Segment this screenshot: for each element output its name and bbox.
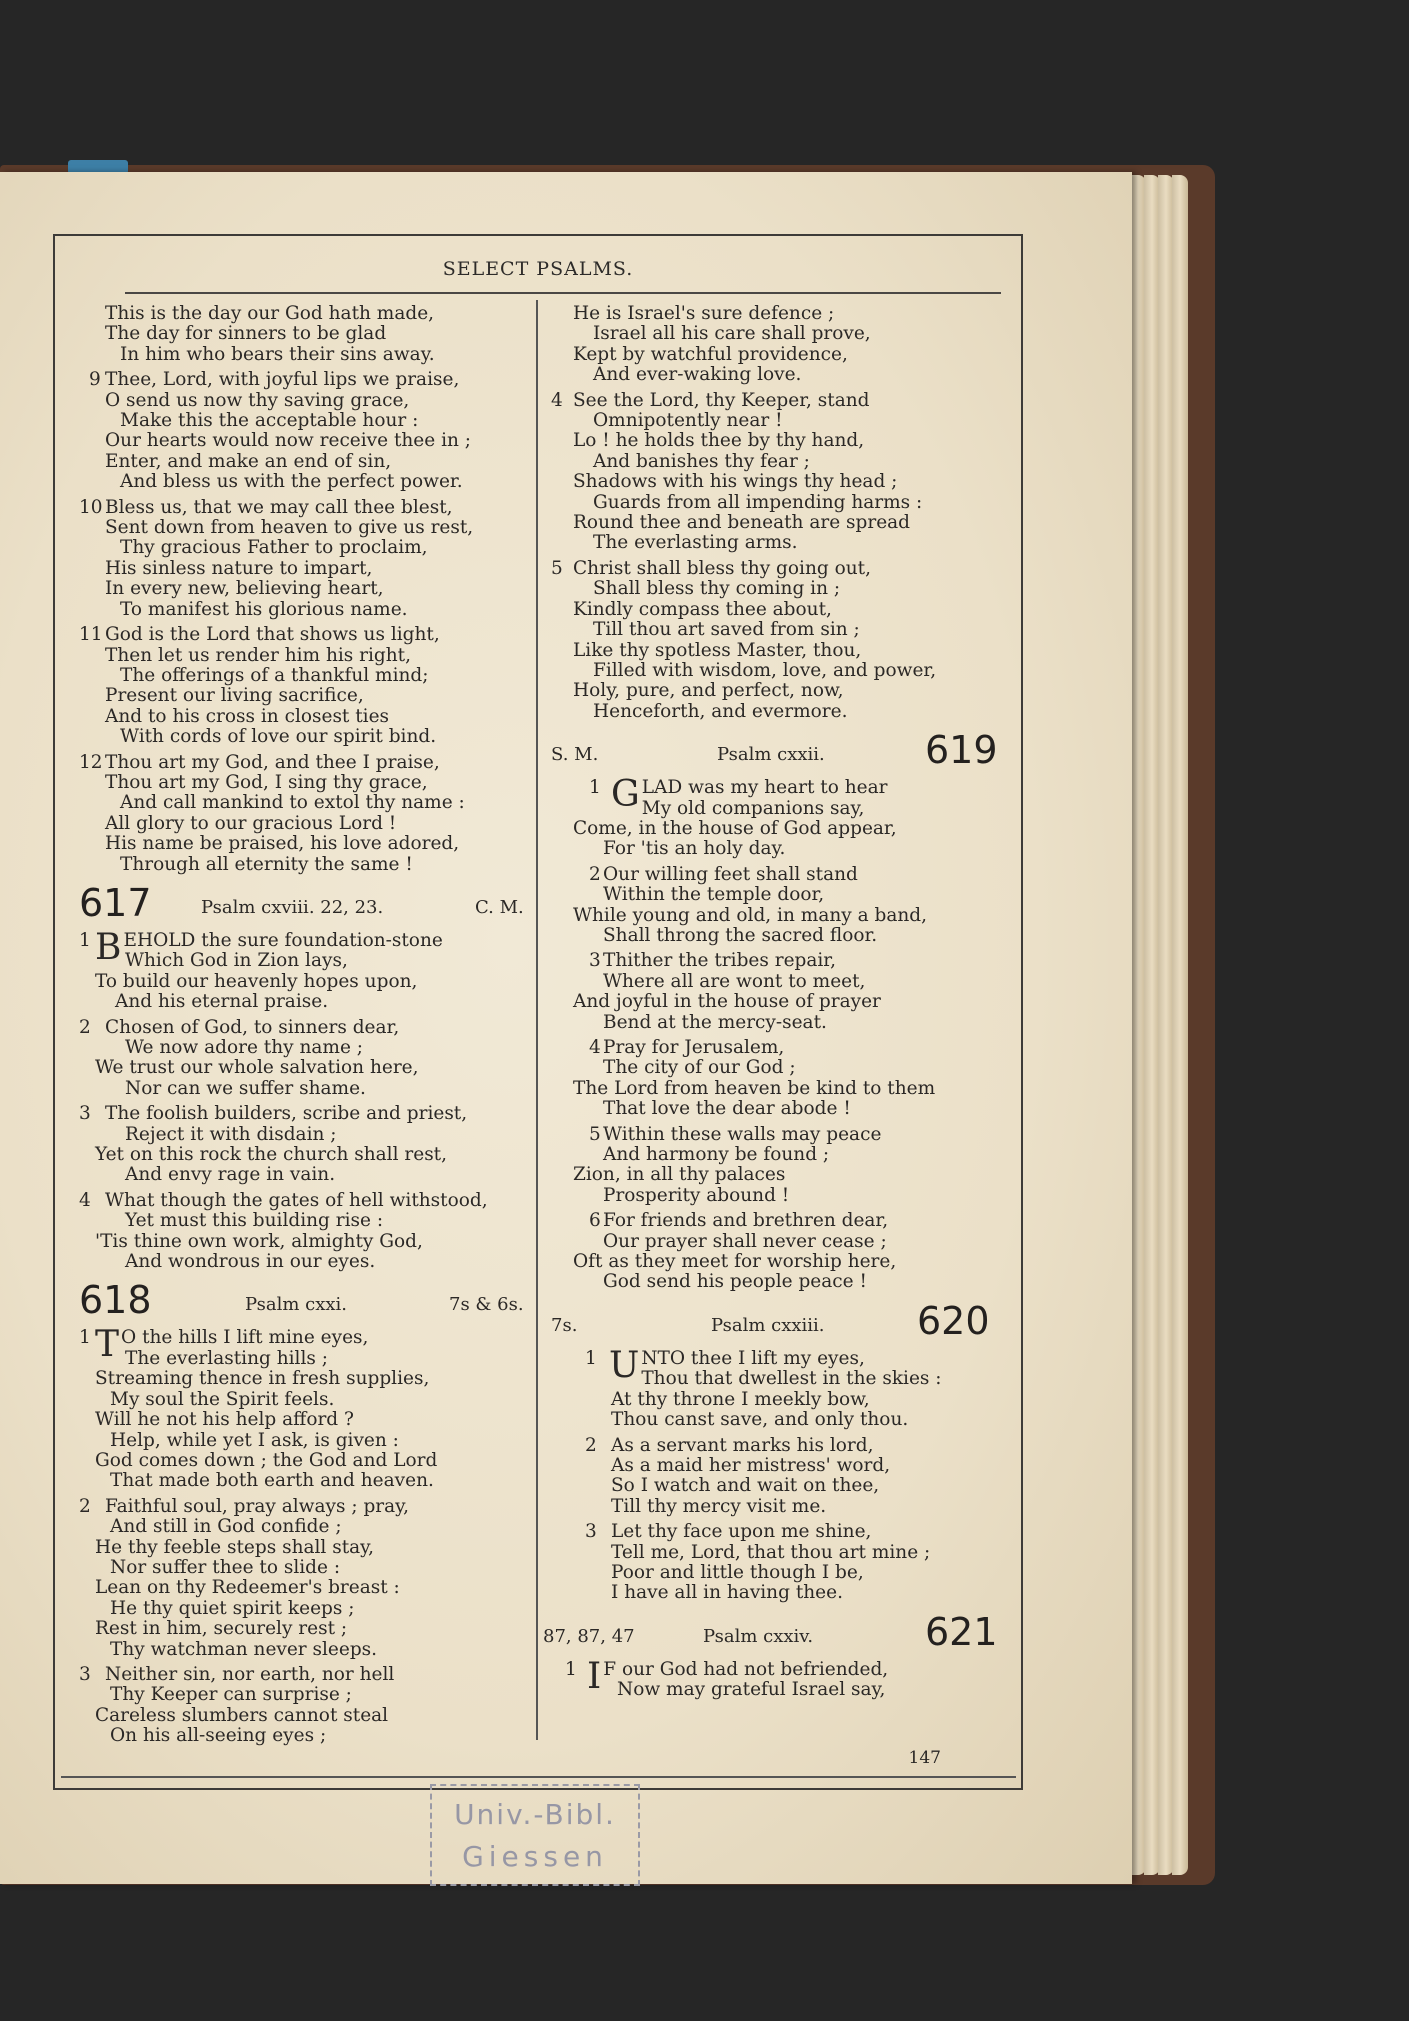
verse-line: And banishes thy fear ; [593,450,810,472]
verse-line: Lo ! he holds thee by thy hand, [573,430,865,452]
verse-line: Within these walls may peace [603,1123,882,1145]
psalm-number: 618 [79,1278,152,1323]
verse-line: Let thy face upon me shine, [611,1521,872,1543]
verse-line: My soul the Spirit feels. [110,1388,335,1410]
verse-line: Like thy spotless Master, thou, [573,639,862,661]
library-stamp [430,1784,640,1886]
verse-line: Careless slumbers cannot steal [95,1704,389,1726]
verse-line-text: EHOLD the sure foundation-stone [123,929,443,951]
verse-line: Now may grateful Israel say, [617,1679,886,1701]
verse-line: The everlasting hills ; [125,1347,328,1369]
psalm-number: 617 [79,880,152,925]
verse [65,1497,533,1660]
verse-line: Zion, in all thy palaces [573,1164,786,1186]
verse-line: With cords of love our spirit bind. [120,726,437,748]
verse-line: Holy, pure, and perfect, now, [573,680,844,702]
verse-line: Help, while yet I ask, is given : [110,1429,399,1451]
verse-number: 2 [589,863,601,885]
verse-line: Neither sin, nor earth, nor hell [105,1663,395,1685]
verse-line: I have all in having thee. [611,1582,843,1604]
verse-number: 12 [79,751,103,773]
verse-line: Thou art my God, and thee I praise, [105,751,440,773]
verse-line: In him who bears their sins away. [120,343,435,365]
verse-line: Till thou art saved from sin ; [593,619,860,641]
verse-number: 5 [551,557,563,579]
verse-line: Thou that dwellest in the skies : [641,1368,942,1390]
verse-line: Poor and little though I be, [611,1561,864,1583]
verse [543,1655,1015,1701]
dropcap: B [95,926,122,968]
verse-line: He thy quiet spirit keeps ; [110,1597,355,1619]
verse-line: Rest in him, securely rest ; [95,1618,348,1640]
verse-number: 4 [79,1189,91,1211]
verse-line: To manifest his glorious name. [120,598,408,620]
verse-number: 2 [79,1016,91,1038]
verse-line: Shadows with his wings thy head ; [573,471,898,493]
verse-number: 11 [79,624,103,646]
verse [65,498,533,620]
verse [65,1324,533,1492]
verse [543,1038,1015,1120]
verse-line: He thy feeble steps shall stay, [95,1536,375,1558]
verse-line: Bend at the mercy-seat. [603,1011,827,1033]
verse-line: The foolish builders, scribe and priest, [105,1103,468,1125]
verse-line: Within the temple door, [603,884,825,906]
verse [65,1191,533,1273]
head-rule [125,292,1001,294]
psalm-meter: 87, 87, 47 [543,1625,635,1647]
verse-line: Where all are wont to meet, [603,970,866,992]
verse-line: 'Tis thine own work, almighty God, [95,1230,423,1252]
verse-line: Till thy mercy visit me. [611,1495,827,1517]
psalm-title: Psalm cxviii. 22, 23. [201,896,384,918]
psalm-title: Psalm cxxi. [245,1294,348,1316]
verse [543,774,1015,860]
column-divider [536,300,538,1740]
verse-line: And his eternal praise. [115,991,329,1013]
verse-number: 5 [589,1123,601,1145]
verse-line: The everlasting arms. [593,532,798,554]
verse [65,1104,533,1186]
page-number: 147 [908,1748,941,1768]
verse-line: His sinless nature to impart, [105,557,373,579]
verse [65,1018,533,1100]
verse-line: God send his people peace ! [603,1271,867,1293]
verse [65,926,533,1013]
verse-line: The city of our God ; [603,1057,796,1079]
verse-line: Guards from all impending harms : [593,491,923,513]
verse-number: 1 [79,929,91,951]
verse-line: Oft as they meet for worship here, [573,1251,897,1273]
verse-number: 10 [79,496,103,518]
verse-line: Henceforth, and evermore. [593,700,848,722]
verse-line: That made both earth and heaven. [110,1470,434,1492]
verse-line: Sent down from heaven to give us rest, [105,517,474,539]
verse-line: Yet must this building rise : [125,1210,384,1232]
verse [65,753,533,875]
bottom-rule [61,1776,1016,1778]
verse-line: Lean on thy Redeemer's breast : [95,1577,400,1599]
psalm-meter: 7s & 6s. [449,1294,524,1316]
stamp-line: Giessen [462,1840,608,1873]
verse-line: The day for sinners to be glad [105,323,387,345]
verse-number: 3 [585,1521,597,1543]
psalm-header [65,881,533,927]
verse-line: Enter, and make an end of sin, [105,450,392,472]
verse-line: As a maid her mistress' word, [611,1454,891,1476]
verse-line: Thither the tribes repair, [603,950,837,972]
verse-line: Filled with wisdom, love, and power, [593,659,937,681]
verse-line: And call mankind to extol thy name : [120,792,465,814]
verse-line: Our willing feet shall stand [603,863,858,885]
verse-line: As a servant marks his lord, [611,1434,874,1456]
psalm-meter: C. M. [475,896,524,918]
psalm-meter: 7s. [551,1314,578,1336]
verse-line-text: LAD was my heart to hear [641,777,888,799]
verse-line: Thou art my God, I sing thy grace, [105,771,428,793]
verse-line: Which God in Zion lays, [125,950,348,972]
verse-line: Shall bless thy coming in ; [593,578,841,600]
verse-number: 1 [585,1347,597,1369]
verse-line: This is the day our God hath made, [105,303,435,324]
verse-line-text: F our God had not befriended, [603,1658,889,1680]
verse-line: To build our heavenly hopes upon, [95,970,418,992]
continued-verse [543,304,1015,386]
verse-line: For friends and brethren dear, [603,1210,889,1232]
psalm-title: Psalm cxxiv. [703,1625,814,1647]
verse-line: God is the Lord that shows us light, [105,624,440,646]
psalm-header [65,1278,533,1324]
verse-line: And harmony be found ; [603,1144,830,1166]
verse-number: 2 [79,1495,91,1517]
verse-line: And to his cross in closest ties [105,705,390,727]
verse-line: Nor can we suffer shame. [125,1077,366,1099]
verse-number: 9 [89,369,101,391]
verse [65,370,533,492]
verse-number: 4 [551,389,563,411]
verse-number: 6 [589,1210,601,1232]
verse-line: Pray for Jerusalem, [603,1037,785,1058]
verse-line: Round thee and beneath are spread [573,512,911,534]
verse-line: Through all eternity the same ! [120,853,413,875]
dropcap: U [609,1344,640,1386]
verse [543,391,1015,554]
verse-line: And envy rage in vain. [125,1164,336,1186]
verse-line: And ever-waking love. [593,364,802,386]
verse-line: Bless us, that we may call thee blest, [105,496,453,518]
dropcap: G [611,774,640,816]
psalm-number: 621 [925,1609,998,1654]
verse-number: 3 [589,950,601,972]
verse [543,865,1015,947]
verse-line: Streaming thence in fresh supplies, [95,1368,430,1390]
page-edge [1172,175,1188,1875]
verse-line: On his all-seeing eyes ; [110,1725,327,1747]
verse [65,1665,533,1747]
verse-line: In every new, believing heart, [105,578,384,600]
verse-line: The Lord from heaven be kind to them [573,1077,936,1099]
verse-line: Present our living sacrifice, [105,685,364,707]
verse-line: My old companions say, [641,797,865,819]
verse-line: Tell me, Lord, that thou art mine ; [611,1541,931,1563]
verse-line: Yet on this rock the church shall rest, [95,1144,447,1166]
verse-line: That love the dear abode ! [603,1098,851,1120]
verse-line-text: O the hills I lift mine eyes, [121,1327,369,1349]
verse-line: Will he not his help afford ? [95,1409,354,1431]
verse-line: Thy watchman never sleeps. [110,1638,378,1660]
verse-line: Shall throng the sacred floor. [603,924,878,946]
verse [543,951,1015,1033]
verse-line: And still in God confide ; [110,1516,342,1538]
verse-line: His name be praised, his love adored, [105,833,460,855]
psalm-header [543,1299,1015,1345]
verse-line: Thy Keeper can surprise ; [110,1684,352,1706]
running-head: SELECT PSALMS. [442,258,634,280]
verse-number: 1 [79,1327,91,1349]
verse-line: Kept by watchful providence, [573,343,848,365]
verse-line: While young and old, in many a band, [573,904,928,926]
verse-line: He is Israel's sure defence ; [573,303,835,324]
verse-line: Chosen of God, to sinners dear, [105,1016,400,1038]
verse-number: 3 [79,1663,91,1685]
verse-number: 4 [589,1037,601,1058]
verse-line: Make this the acceptable hour : [120,410,419,432]
verse-line: The offerings of a thankful mind; [120,664,429,686]
dropcap: I [587,1655,602,1697]
verse-line: See the Lord, thy Keeper, stand [573,389,870,411]
page-frame [53,234,1023,1790]
verse-line: Thy gracious Father to proclaim, [120,537,428,559]
verse-line: Prosperity abound ! [603,1184,790,1206]
verse-line-text: NTO thee I lift my eyes, [641,1347,865,1369]
stamp-line: Univ.-Bibl. [454,1798,616,1831]
verse-line: Omnipotently near ! [593,410,783,432]
verse-line: O send us now thy saving grace, [105,389,410,411]
verse-line: Come, in the house of God appear, [573,817,897,839]
psalm-meter: S. M. [551,744,599,766]
verse-number: 3 [79,1103,91,1125]
verse [65,625,533,747]
verse [543,1344,1015,1431]
dropcap: T [95,1324,120,1366]
verse [543,1211,1015,1293]
verse-line: Then let us render him his right, [105,644,411,666]
verse-line: Thee, Lord, with joyful lips we praise, [105,369,460,391]
right-column [543,304,1015,1706]
verse-line: Nor suffer thee to slide : [110,1556,341,1578]
psalm-header [543,728,1015,774]
verse-line: Faithful soul, pray always ; pray, [105,1495,410,1517]
verse-line: What though the gates of hell withstood, [105,1189,488,1211]
psalm-number: 620 [917,1298,990,1343]
left-column [65,304,533,1752]
verse-number: 1 [565,1658,577,1680]
verse-line: And wondrous in our eyes. [125,1251,376,1273]
verse-line: For 'tis an holy day. [603,838,786,860]
psalm-title: Psalm cxxii. [717,744,825,766]
verse-line: All glory to our gracious Lord ! [105,812,397,834]
verse-line: God comes down ; the God and Lord [95,1449,438,1471]
psalm-number: 619 [925,728,998,773]
verse [543,1436,1015,1518]
verse [543,1522,1015,1604]
verse-line: Our hearts would now receive thee in ; [105,430,472,452]
verse-line: Reject it with disdain ; [125,1123,337,1145]
verse-line: At thy throne I meekly bow, [611,1388,870,1410]
psalm-title: Psalm cxxiii. [711,1314,825,1336]
verse-line: We trust our whole salvation here, [95,1057,419,1079]
verse-number: 2 [585,1434,597,1456]
verse-line: And bless us with the perfect power. [120,471,463,493]
verse-line: Israel all his care shall prove, [593,323,871,345]
verse-line: And joyful in the house of prayer [573,991,881,1013]
continued-verse [65,304,533,365]
verse [543,1125,1015,1207]
verse-line: Thou canst save, and only thou. [611,1409,909,1431]
verse-line: We now adore thy name ; [125,1037,364,1058]
verse [543,559,1015,722]
verse-number: 1 [589,777,601,799]
verse-line: Christ shall bless thy going out, [573,557,871,579]
verse-line: Kindly compass thee about, [573,598,832,620]
verse-line: Our prayer shall never cease ; [603,1230,887,1252]
psalm-header [543,1610,1015,1656]
verse-line: So I watch and wait on thee, [611,1475,880,1497]
